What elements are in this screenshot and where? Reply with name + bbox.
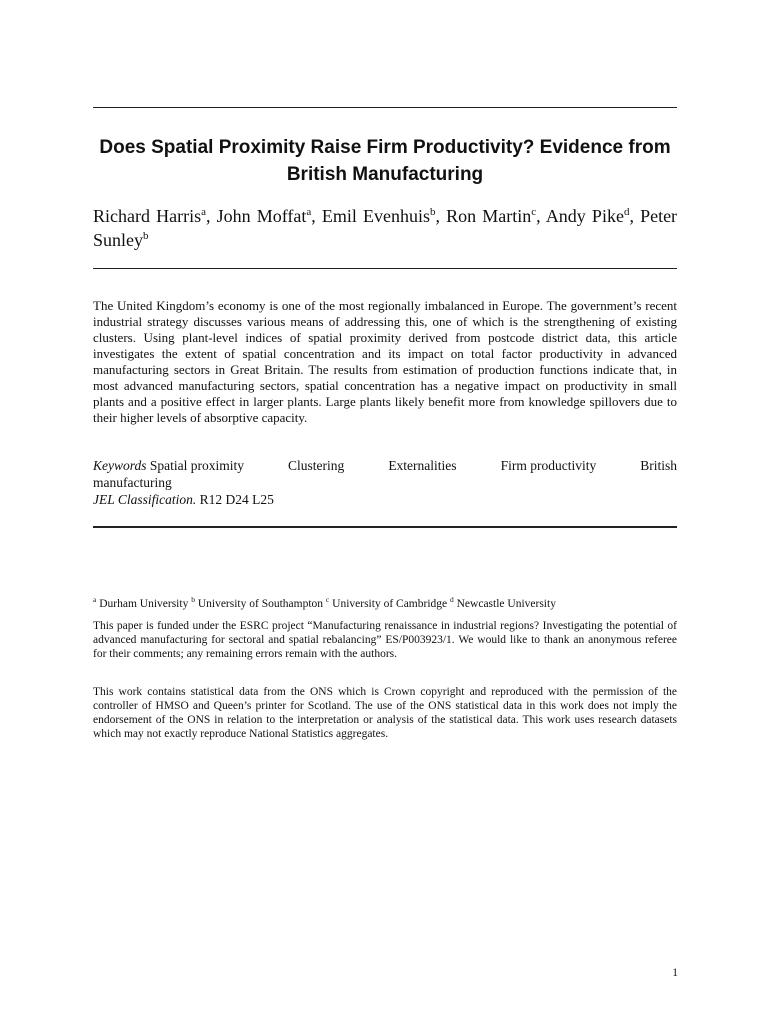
funding-note: This paper is funded under the ESRC project “Manufacturing renaissance in industrial regions? Investigating the potential of advanced manufacturing for sectoral and spatial rebalancing” ES/P003923/1. We would like to thank an anonymous referee for their comments; any remaining errors remain with the authors. bbox=[93, 620, 677, 660]
author-affiliation-mark: b bbox=[430, 206, 436, 218]
affiliation-name: Durham University bbox=[99, 598, 189, 610]
affiliation-mark: c bbox=[325, 595, 330, 605]
author-affiliation-mark: c bbox=[531, 206, 537, 218]
abstract-bottom-rule bbox=[93, 526, 677, 528]
author-affiliation-mark: a bbox=[306, 206, 312, 218]
affiliation-name: University of Southampton bbox=[197, 598, 324, 610]
keywords-label: Keywords bbox=[93, 458, 147, 473]
keywords-line bbox=[93, 457, 677, 474]
keyword: Clustering bbox=[288, 458, 345, 473]
author-name: Peter Sunley bbox=[93, 206, 678, 250]
jel-line bbox=[93, 491, 677, 508]
page-number: 1 bbox=[672, 967, 678, 979]
keyword-continued: manufacturing bbox=[93, 475, 172, 490]
abstract: The United Kingdom’s economy is one of the most regionally imbalanced in Europe. The government’s recent industrial strategy discusses various means of addressing this, one of which is the strengthening of existing clusters. Using plant-level indices of spatial proximity derived from postcode district data, this article investigates the extent of spatial concentration and its impact on total factor productivity in advanced manufacturing sectors in Great Britain. The results from estimation of production functions indicate that, in most advanced manufacturing sectors, spatial concentration has a negative impact on productivity in small plants and a positive effect in larger plants. Large plants likely benefit more from knowledge spillovers due to their higher levels of absorptive capacity. bbox=[93, 298, 677, 425]
affiliation-name: University of Cambridge bbox=[332, 598, 448, 610]
jel-codes: R12 D24 L25 bbox=[199, 492, 274, 507]
keyword: Externalities bbox=[388, 458, 457, 473]
author-affiliation-mark: d bbox=[623, 206, 630, 218]
keyword: Firm productivity bbox=[500, 458, 597, 473]
top-rule bbox=[93, 107, 677, 108]
affiliation-name: Newcastle University bbox=[456, 598, 556, 610]
ons-copyright-note: This work contains statistical data from the ONS which is Crown copyright and reproduced with the permission of the controller of HMSO and Queen’s printer for Scotland. The use of the ONS statistical data in this work does not imply the endorsement of the ONS in relation to the interpretation or analysis of the statistical data. This work uses research datasets which may not exactly reproduce National Statistics aggregates. bbox=[93, 686, 677, 740]
keywords-block bbox=[93, 457, 677, 508]
keyword: British bbox=[640, 458, 677, 473]
author-list: Richard Harris$^a$, John Moffat$^a$, Emil Evenhuis$^b$, Ron Martin$^c$, Andy Pike$^d$, Peter Sunley$^b$ bbox=[93, 206, 678, 250]
affiliation-mark: d bbox=[450, 595, 454, 605]
author-rule bbox=[93, 268, 677, 269]
author-name: John Moffat bbox=[216, 206, 307, 226]
affiliation-mark: a bbox=[93, 595, 97, 605]
author-name: Richard Harris bbox=[93, 206, 202, 226]
author-affiliation-mark: b bbox=[143, 230, 149, 242]
author-affiliation-mark: a bbox=[201, 206, 206, 218]
affiliation-mark: b bbox=[191, 595, 195, 605]
paper-title: Does Spatial Proximity Raise Firm Productivity? Evidence from British Manufacturing bbox=[99, 137, 671, 185]
jel-label: JEL Classification. bbox=[93, 492, 197, 507]
author-name: Emil Evenhuis bbox=[321, 206, 431, 226]
author-name: Ron Martin bbox=[446, 206, 532, 226]
keyword: Spatial proximity bbox=[149, 458, 244, 473]
author-name: Andy Pike bbox=[545, 206, 624, 226]
affiliations-line bbox=[93, 597, 677, 612]
